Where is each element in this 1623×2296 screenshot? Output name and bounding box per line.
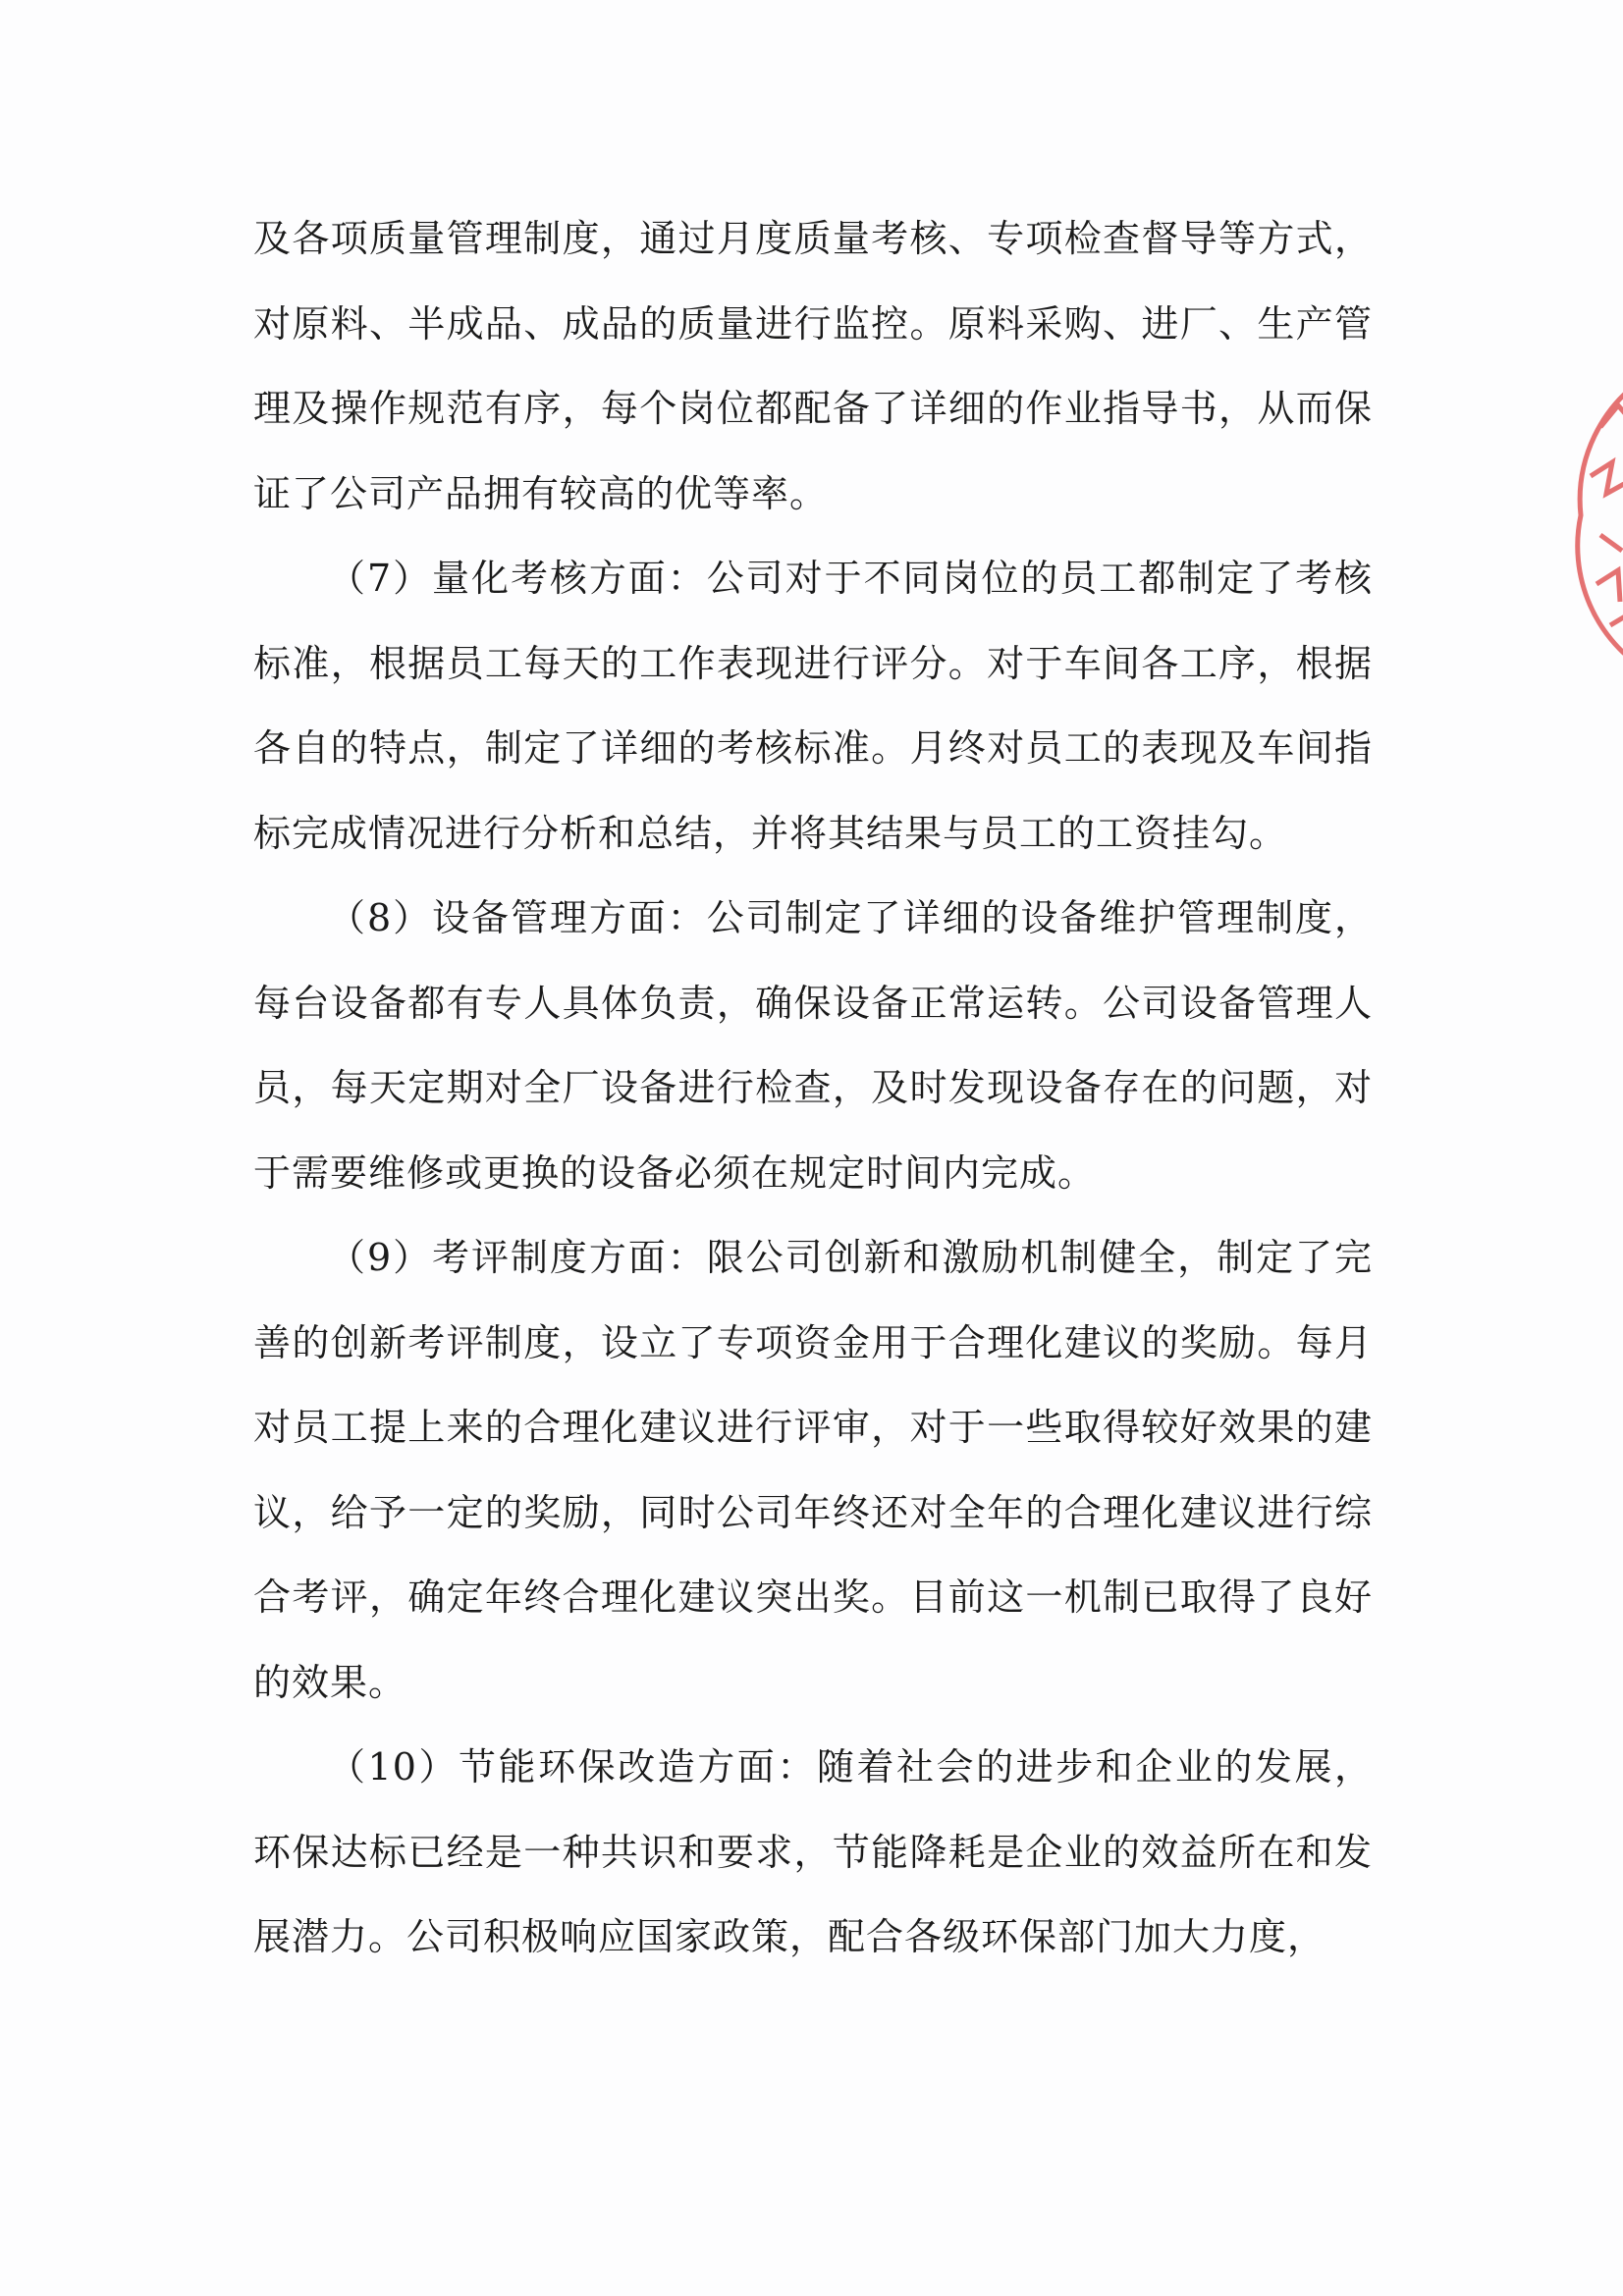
document-body [253, 196, 1373, 1980]
paragraph-evaluation-system: （9）考评制度方面：限公司创新和激励机制健全，制定了完善的创新考评制度，设立了专项资金用于合理化建议的奖励。每月对员工提上来的合理化建议进行评审，对于一些取得较好效果的建议，给予一定的奖励，同时公司年终还对全年的合理化建议进行综合考评，确定年终合理化建议突出奖。目前这一机制已取得了良好的效果。 [253, 1236, 1373, 1704]
red-seal-stamp-fragment [1561, 368, 1623, 682]
paragraph-energy-saving: （10）节能环保改造方面：随着社会的进步和企业的发展，环保达标已经是一种共识和要求，节能降耗是企业的效益所在和发展潜力。公司积极响应国家政策，配合各级环保部门加大力度， [253, 1745, 1373, 1958]
paragraph-quality-control: 及各项质量管理制度，通过月度质量考核、专项检查督导等方式，对原料、半成品、成品的质量进行监控。原料采购、进厂、生产管理及操作规范有序，每个岗位都配备了详细的作业指导书，从而保证了公司产品拥有较高的优等率。 [253, 217, 1373, 515]
paragraph-equipment-management: （8）设备管理方面：公司制定了详细的设备维护管理制度，每台设备都有专人具体负责，确保设备正常运转。公司设备管理人员，每天定期对全厂设备进行检查，及时发现设备存在的问题，对于需要维修或更换的设备必须在规定时间内完成。 [253, 896, 1373, 1195]
paragraph-quantitative-assessment: （7）量化考核方面：公司对于不同岗位的员工都制定了考核标准，根据员工每天的工作表现进行评分。对于车间各工序，根据各自的特点，制定了详细的考核标准。月终对员工的表现及车间指标完成情况进行分析和总结，并将其结果与员工的工资挂勾。 [253, 557, 1373, 855]
